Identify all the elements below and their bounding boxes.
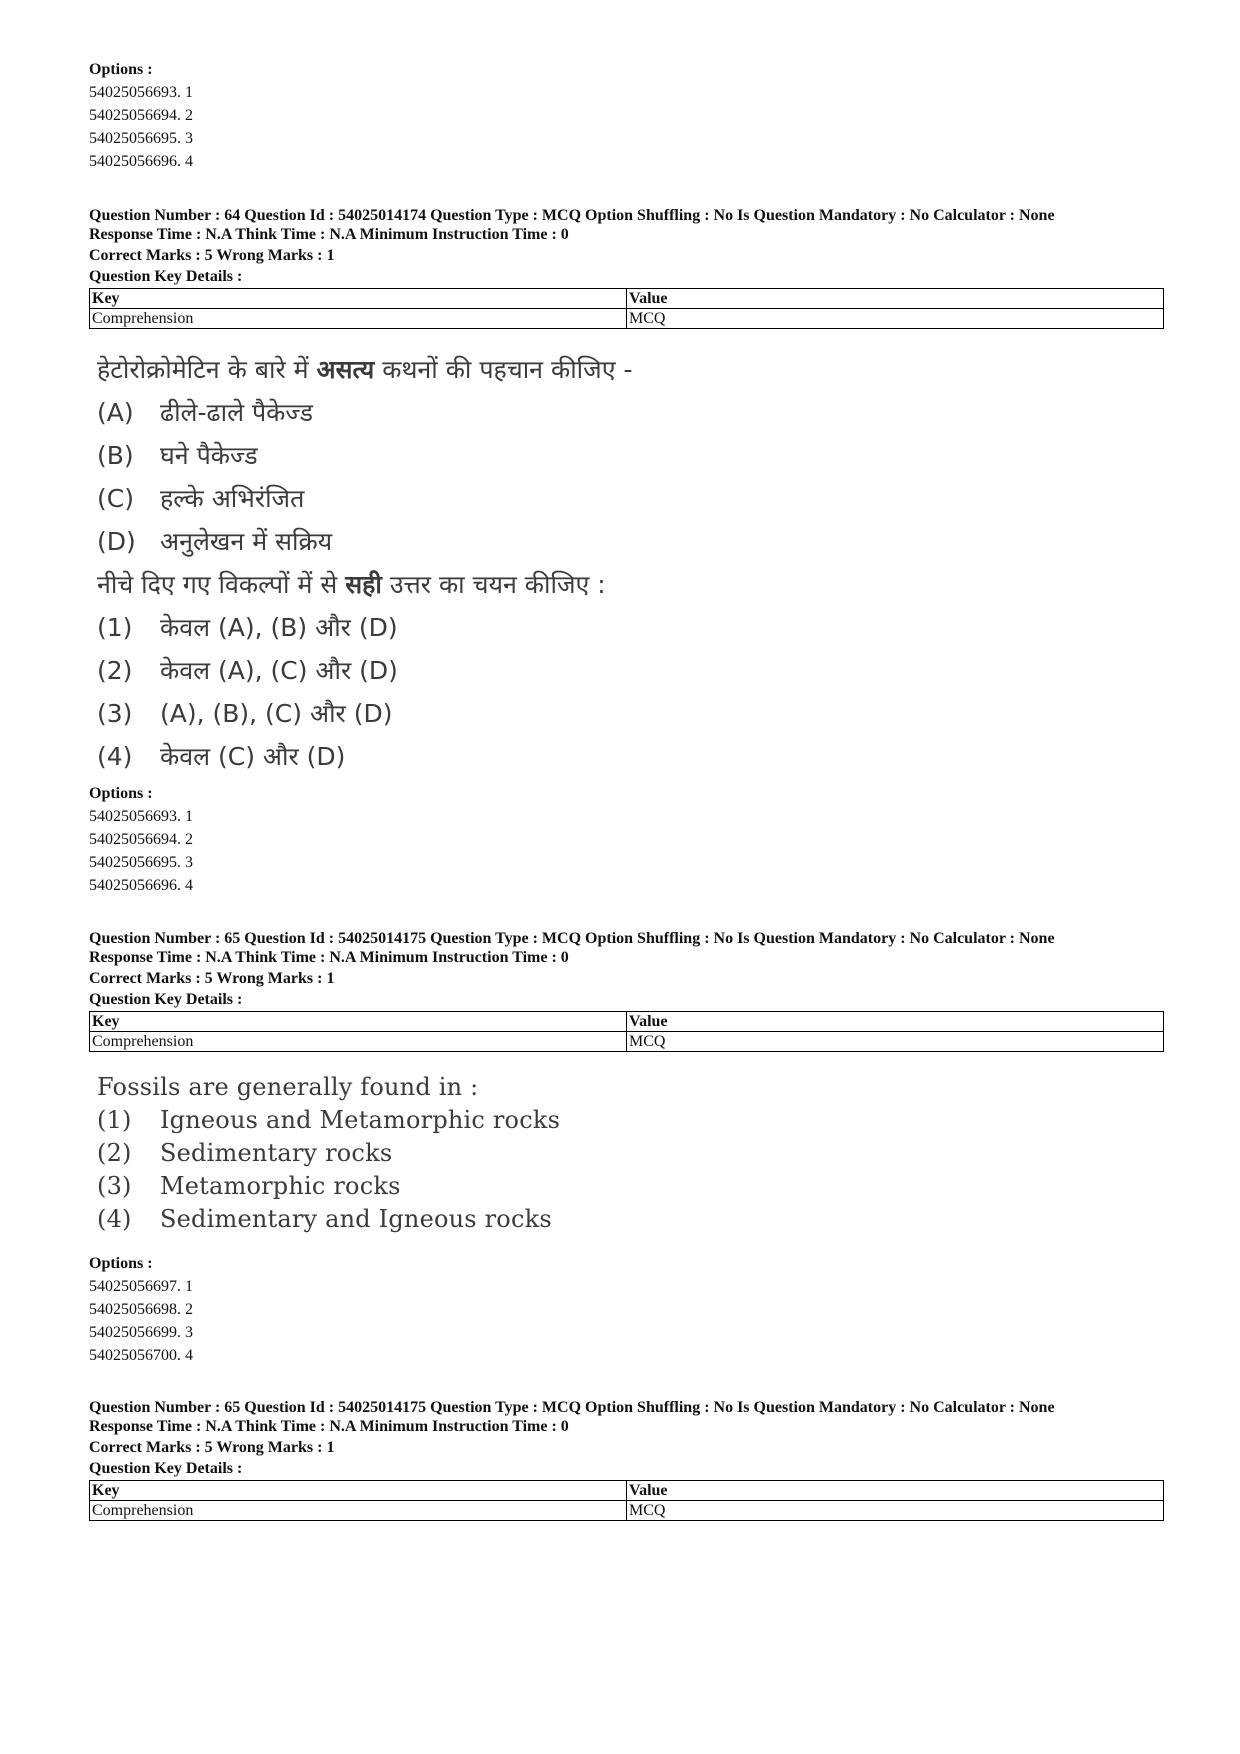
option-item: 54025056699. 3 — [89, 1324, 193, 1341]
question-meta-line: Response Time : N.A Think Time : N.A Minimum Instruction Time : 0 — [89, 226, 569, 243]
table-cell: MCQ — [627, 1501, 1164, 1521]
question-meta-line: Response Time : N.A Think Time : N.A Minimum Instruction Time : 0 — [89, 1418, 569, 1435]
options-block-top — [89, 58, 1164, 173]
table-cell: MCQ — [627, 309, 1164, 329]
table-header-value: Value — [627, 1481, 1164, 1501]
table-header-row — [90, 1481, 1164, 1501]
table-cell: Comprehension — [90, 309, 627, 329]
key-details-table — [89, 1480, 1164, 1521]
key-details-table — [89, 288, 1164, 329]
option-item: 54025056696. 4 — [89, 877, 193, 894]
table-header-row — [90, 289, 1164, 309]
choice-item: (1) Igneous and Metamorphic rocks — [97, 1106, 561, 1134]
choice-item: (2) Sedimentary rocks — [97, 1139, 393, 1167]
table-row — [90, 1032, 1164, 1052]
option-item: 54025056700. 4 — [89, 1347, 193, 1364]
question-65-header — [89, 929, 1164, 1052]
choice-item: (2) केवल (A), (C) और (D) — [97, 656, 398, 685]
question-64-header — [89, 206, 1164, 329]
choice-item: (4) केवल (C) और (D) — [97, 742, 346, 771]
table-header-value: Value — [627, 289, 1164, 309]
statement-item: (B) घने पैकेज्ड — [97, 441, 258, 470]
choice-item: (4) Sedimentary and Igneous rocks — [97, 1205, 552, 1233]
choice-item: (3) Metamorphic rocks — [97, 1172, 401, 1200]
question-meta-line: Question Number : 65 Question Id : 54025014175 Question Type : MCQ Option Shuffling : No Is Question Mandatory : No Calculator : None — [89, 1399, 1055, 1416]
table-cell: Comprehension — [90, 1032, 627, 1052]
options-label: Options : — [89, 1255, 153, 1272]
table-row — [90, 1501, 1164, 1521]
question-meta-line: Response Time : N.A Think Time : N.A Minimum Instruction Time : 0 — [89, 949, 569, 966]
question-64-instruction: नीचे दिए गए विकल्पों में से सही उत्तर का चयन कीजिए : — [97, 570, 606, 599]
choice-item: (1) केवल (A), (B) और (D) — [97, 613, 398, 642]
option-item: 54025056695. 3 — [89, 854, 193, 871]
options-label: Options : — [89, 61, 153, 78]
question-64-stem: हेटोरोक्रोमेटिन के बारे में असत्य कथनों की पहचान कीजिए - — [97, 355, 633, 384]
table-header-value: Value — [627, 1012, 1164, 1032]
table-row — [90, 309, 1164, 329]
table-header-row — [90, 1012, 1164, 1032]
option-item: 54025056695. 3 — [89, 130, 193, 147]
table-header-key: Key — [90, 1012, 627, 1032]
option-item: 54025056693. 1 — [89, 808, 193, 825]
option-item: 54025056696. 4 — [89, 153, 193, 170]
options-block-q65 — [89, 1252, 1164, 1367]
statement-item: (D) अनुलेखन में सक्रिय — [97, 527, 333, 556]
table-header-key: Key — [90, 289, 627, 309]
statement-item: (C) हल्के अभिरंजित — [97, 484, 305, 513]
marks-line: Correct Marks : 5 Wrong Marks : 1 — [89, 247, 335, 264]
option-item: 54025056698. 2 — [89, 1301, 193, 1318]
option-item: 54025056694. 2 — [89, 107, 193, 124]
table-header-key: Key — [90, 1481, 627, 1501]
question-meta-line: Question Number : 64 Question Id : 54025014174 Question Type : MCQ Option Shuffling : No Is Question Mandatory : No Calculator : None — [89, 207, 1055, 224]
marks-line: Correct Marks : 5 Wrong Marks : 1 — [89, 970, 335, 987]
key-details-table — [89, 1011, 1164, 1052]
key-details-label: Question Key Details : — [89, 268, 243, 285]
option-item: 54025056694. 2 — [89, 831, 193, 848]
table-cell: Comprehension — [90, 1501, 627, 1521]
statement-item: (A) ढीले-ढाले पैकेज्ड — [97, 398, 314, 427]
option-item: 54025056693. 1 — [89, 84, 193, 101]
options-label: Options : — [89, 785, 153, 802]
choice-item: (3) (A), (B), (C) और (D) — [97, 699, 393, 728]
marks-line: Correct Marks : 5 Wrong Marks : 1 — [89, 1439, 335, 1456]
option-item: 54025056697. 1 — [89, 1278, 193, 1295]
question-meta-line: Question Number : 65 Question Id : 54025014175 Question Type : MCQ Option Shuffling : No Is Question Mandatory : No Calculator : None — [89, 930, 1055, 947]
key-details-label: Question Key Details : — [89, 1460, 243, 1477]
table-cell: MCQ — [627, 1032, 1164, 1052]
key-details-label: Question Key Details : — [89, 991, 243, 1008]
question-65-stem: Fossils are generally found in : — [97, 1073, 479, 1101]
options-block-q64 — [89, 782, 1164, 897]
question-65-repeat-header — [89, 1398, 1164, 1521]
